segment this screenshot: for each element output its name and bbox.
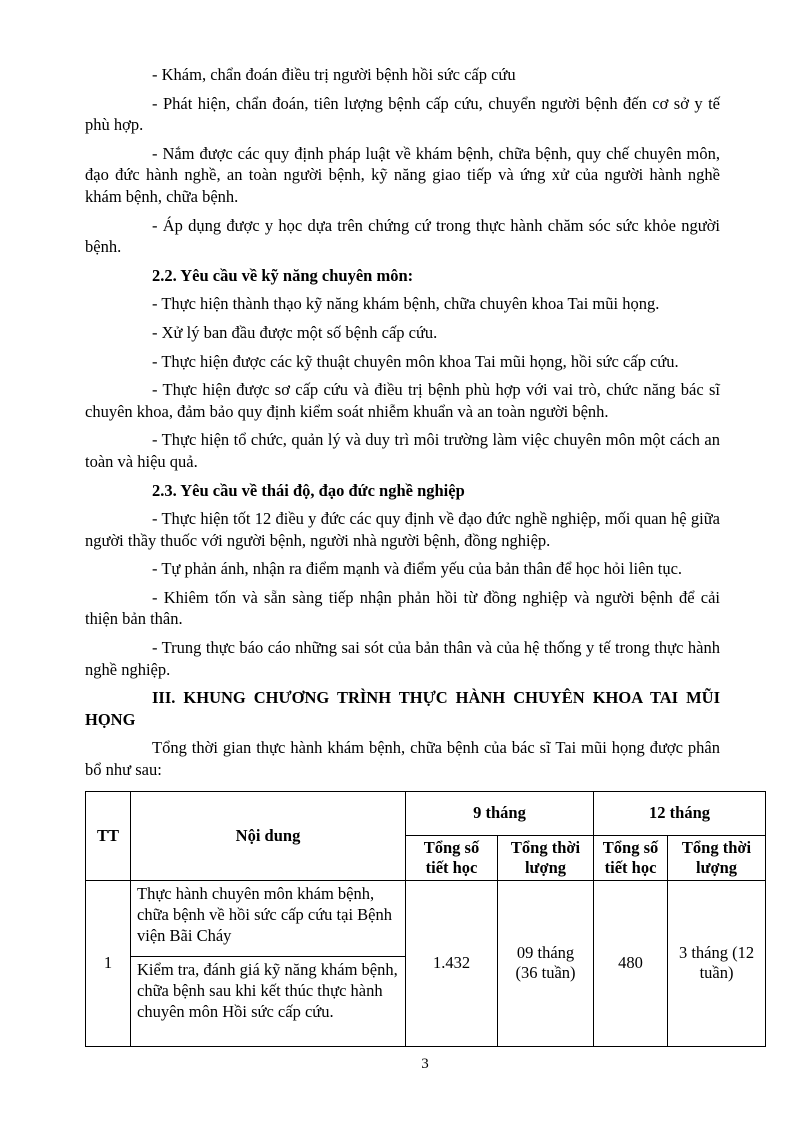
bullet-paragraph: - Khiêm tốn và sẵn sàng tiếp nhận phản hồi từ đồng nghiệp và người bệnh để cải thiện bản thân. [85, 587, 720, 629]
section-heading-3: III. KHUNG CHƯƠNG TRÌNH THỰC HÀNH CHUYÊN KHOA TAI MŨI HỌNG [85, 688, 720, 729]
section-heading-2-2: 2.2. Yêu cầu về kỹ năng chuyên môn: [152, 265, 414, 285]
bullet-paragraph: - Phát hiện, chẩn đoán, tiên lượng bệnh cấp cứu, chuyển người bệnh đến cơ sở y tế phù hợp. [85, 93, 720, 135]
bullet-paragraph: - Khám, chẩn đoán điều trị người bệnh hồi sức cấp cứu [152, 65, 516, 84]
bullet-paragraph: - Xử lý ban đầu được một số bệnh cấp cứu. [152, 322, 438, 342]
bullet-paragraph: - Thực hiện thành thạo kỹ năng khám bệnh, chữa chuyên khoa Tai mũi họng. [152, 294, 660, 314]
table-header-noi-dung: Nội dung [131, 791, 406, 880]
table-row [86, 880, 766, 956]
table-header-tt: TT [86, 791, 131, 880]
table-cell-duration-12: 3 tháng (12 tuần) [668, 880, 766, 1046]
bullet-paragraph: - Thực hiện tốt 12 điều y đức các quy định về đạo đức nghề nghiệp, mối quan hệ giữa người thầy thuốc với người bệnh, người nhà người bệnh, đồng nghiệp. [85, 509, 720, 550]
section-heading-2-3: 2.3. Yêu cầu về thái độ, đạo đức nghề nghiệp [152, 480, 465, 500]
page-number: 3 [421, 1055, 429, 1072]
bullet-paragraph: - Áp dụng được y học dựa trên chứng cứ trong thực hành chăm sóc sức khỏe người bệnh. [85, 215, 720, 257]
program-table [85, 791, 766, 1047]
intro-paragraph: Tổng thời gian thực hành khám bệnh, chữa bệnh của bác sĩ Tai mũi họng được phân bổ như sau: [85, 738, 720, 780]
bullet-paragraph: - Trung thực báo cáo những sai sót của bản thân và của hệ thống y tế trong thực hành nghề nghiệp. [85, 638, 720, 679]
bullet-paragraph: - Thực hiện được các kỹ thuật chuyên môn khoa Tai mũi họng, hồi sức cấp cứu. [152, 351, 679, 371]
bullet-paragraph: - Nắm được các quy định pháp luật về khám bệnh, chữa bệnh, quy chế chuyên môn, đạo đức hành nghề, an toàn người bệnh, kỹ năng giao tiếp và ứng xử của người hành nghề khám bệnh, chữa bệnh. [85, 143, 720, 206]
table-cell-total-9: 1.432 [406, 880, 498, 1046]
table-cell-content-a: Thực hành chuyên môn khám bệnh, chữa bệnh về hồi sức cấp cứu tại Bệnh viện Bãi Cháy [131, 880, 406, 956]
table-cell-content-b: Kiểm tra, đánh giá kỹ năng khám bệnh, chữa bệnh sau khi kết thúc thực hành chuyên môn Hồi sức cấp cứu. [131, 956, 406, 1046]
bullet-paragraph: - Thực hiện được sơ cấp cứu và điều trị bệnh phù hợp với vai trò, chức năng bác sĩ chuyên khoa, đảm bảo quy định kiểm soát nhiễm khuẩn và an toàn người bệnh. [85, 380, 720, 421]
table-header-12-thang: 12 tháng [594, 791, 766, 835]
table-cell-tt: 1 [86, 880, 131, 1046]
table-subheader-tong-thoi-luong-12: Tổng thời lượng [668, 835, 766, 880]
bullet-paragraph: - Tự phản ánh, nhận ra điểm mạnh và điểm yếu của bản thân để học hỏi liên tục. [152, 559, 683, 579]
table-header-9-thang: 9 tháng [406, 791, 594, 835]
table-cell-duration-9: 09 tháng (36 tuần) [498, 880, 594, 1046]
bullet-paragraph: - Thực hiện tổ chức, quản lý và duy trì môi trường làm việc chuyên môn một cách an toàn và hiệu quả. [85, 430, 720, 471]
table-subheader-tong-so-tiet-hoc-12: Tổng số tiết học [594, 835, 668, 880]
table-subheader-tong-so-tiet-hoc-9: Tổng số tiết học [406, 835, 498, 880]
table-cell-total-12: 480 [594, 880, 668, 1046]
table-header-row-groups [86, 791, 766, 835]
table-subheader-tong-thoi-luong-9: Tổng thời lượng [498, 835, 594, 880]
